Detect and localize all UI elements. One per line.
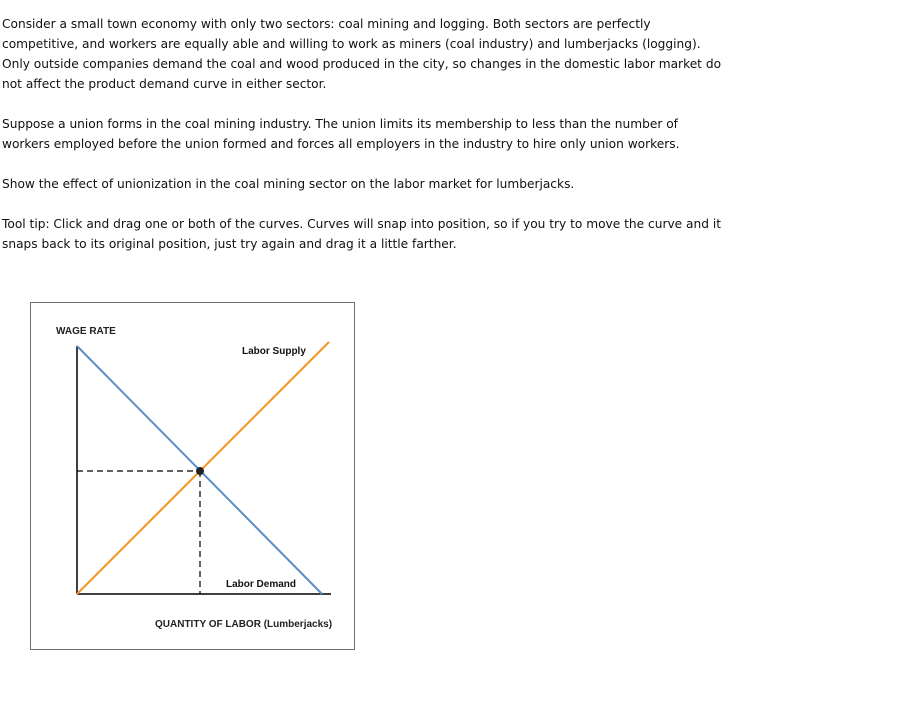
y-axis-label: WAGE RATE [56,326,116,337]
labor-demand-label: Labor Demand [226,579,297,590]
equilibrium-point [196,467,204,475]
question-paragraph-tooltip: Tool tip: Click and drag one or both of the curves. Curves will snap into position, so if you try to move the curve and it snaps back to its original position, just try again and drag it a little farther. [2,217,722,251]
x-axis-label: QUANTITY OF LABOR (Lumberjacks) [155,619,333,630]
question-paragraph-setup: Consider a small town economy with only two sectors: coal mining and logging. Both sectors are perfectly competitive, and workers are equally able and willing to work as miners (coal industry) and lumberjacks (logging). Only outside companies demand the coal and wood produced in the city, so changes in the domestic labor market do not affect the product demand curve in either sector. [2,17,722,91]
labor-market-graph [30,302,355,650]
labor-supply-label: Labor Supply [242,346,306,357]
question-paragraph-task: Show the effect of unionization in the coal mining sector on the labor market for lumberjacks. [2,177,575,191]
graph-canvas [31,303,356,651]
question-text [2,14,722,274]
question-paragraph-union: Suppose a union forms in the coal mining industry. The union limits its membership to less than the number of workers employed before the union formed and forces all employers in the industry to hire only union workers. [2,117,680,151]
labor-supply-curve[interactable] [77,342,329,594]
